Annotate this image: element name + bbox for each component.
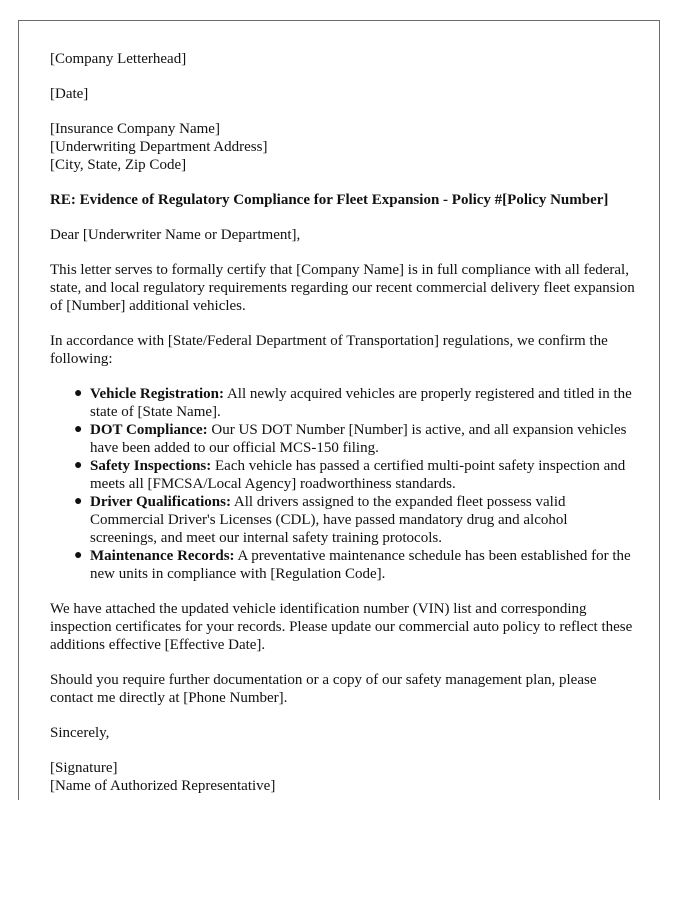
list-item [74,457,635,493]
list-item-term: Maintenance Records: [90,548,235,564]
company-letterhead: [Company Letterhead] [50,51,187,67]
recipient-address [50,120,635,174]
list-item-text: A preventative maintenance schedule has been established for the new units in compliance with [Regulation Code]. [90,548,631,582]
compliance-list [50,385,635,583]
closing: Sincerely, [50,725,110,741]
list-item [74,385,635,421]
intro-paragraph: This letter serves to formally certify that [Company Name] is in full compliance with all federal, state, and local regulatory requirements regarding our recent commercial delivery fleet expansion of [Number] additional vehicles. [50,262,635,314]
letter-page [18,20,660,800]
closing-request-paragraph: Should you require further documentation or a copy of our safety management plan, please contact me directly at [Phone Number]. [50,672,597,706]
signature-block [50,759,659,795]
list-item-text: All drivers assigned to the expanded fleet possess valid Commercial Driver's Licenses (CDL), have passed mandatory drug and alcohol screenings, and meet our internal safety training protocols. [90,494,568,546]
list-item-term: DOT Compliance: [90,422,208,438]
list-item [74,493,635,547]
salutation: Dear [Underwriter Name or Department], [50,227,301,243]
lead-in-paragraph: In accordance with [State/Federal Department of Transportation] regulations, we confirm the following: [50,333,608,367]
bullet-icon: ● [74,458,83,473]
recipient-department-address: [Underwriting Department Address] [50,139,268,155]
attachment-paragraph: We have attached the updated vehicle identification number (VIN) list and corresponding inspection certificates for your records. Please update our commercial auto policy to reflect these additions effective [Effective Date]. [50,601,633,653]
bullet-icon: ● [74,422,83,437]
signatory-name: [Name of Authorized Representative] [50,778,276,794]
recipient-company: [Insurance Company Name] [50,121,220,137]
list-item [74,547,635,583]
list-item-text: Each vehicle has passed a certified multi-point safety inspection and meets all [FMCSA/Local Agency] roadworthiness standards. [90,458,626,492]
recipient-city-state-zip: [City, State, Zip Code] [50,157,187,173]
signature: [Signature] [50,760,118,776]
list-item-term: Safety Inspections: [90,458,212,474]
letter-date: [Date] [50,86,89,102]
list-item-text: All newly acquired vehicles are properly registered and titled in the state of [State Name]. [90,386,632,420]
subject-line: RE: Evidence of Regulatory Compliance for Fleet Expansion - Policy #[Policy Number] [50,192,609,208]
list-item-text: Our US DOT Number [Number] is active, and all expansion vehicles have been added to our official MCS-150 filing. [90,422,627,456]
list-item [74,421,635,457]
bullet-icon: ● [74,386,83,401]
list-item-term: Driver Qualifications: [90,494,231,510]
bullet-icon: ● [74,494,83,509]
list-item-term: Vehicle Registration: [90,386,225,402]
bullet-icon: ● [74,548,83,563]
